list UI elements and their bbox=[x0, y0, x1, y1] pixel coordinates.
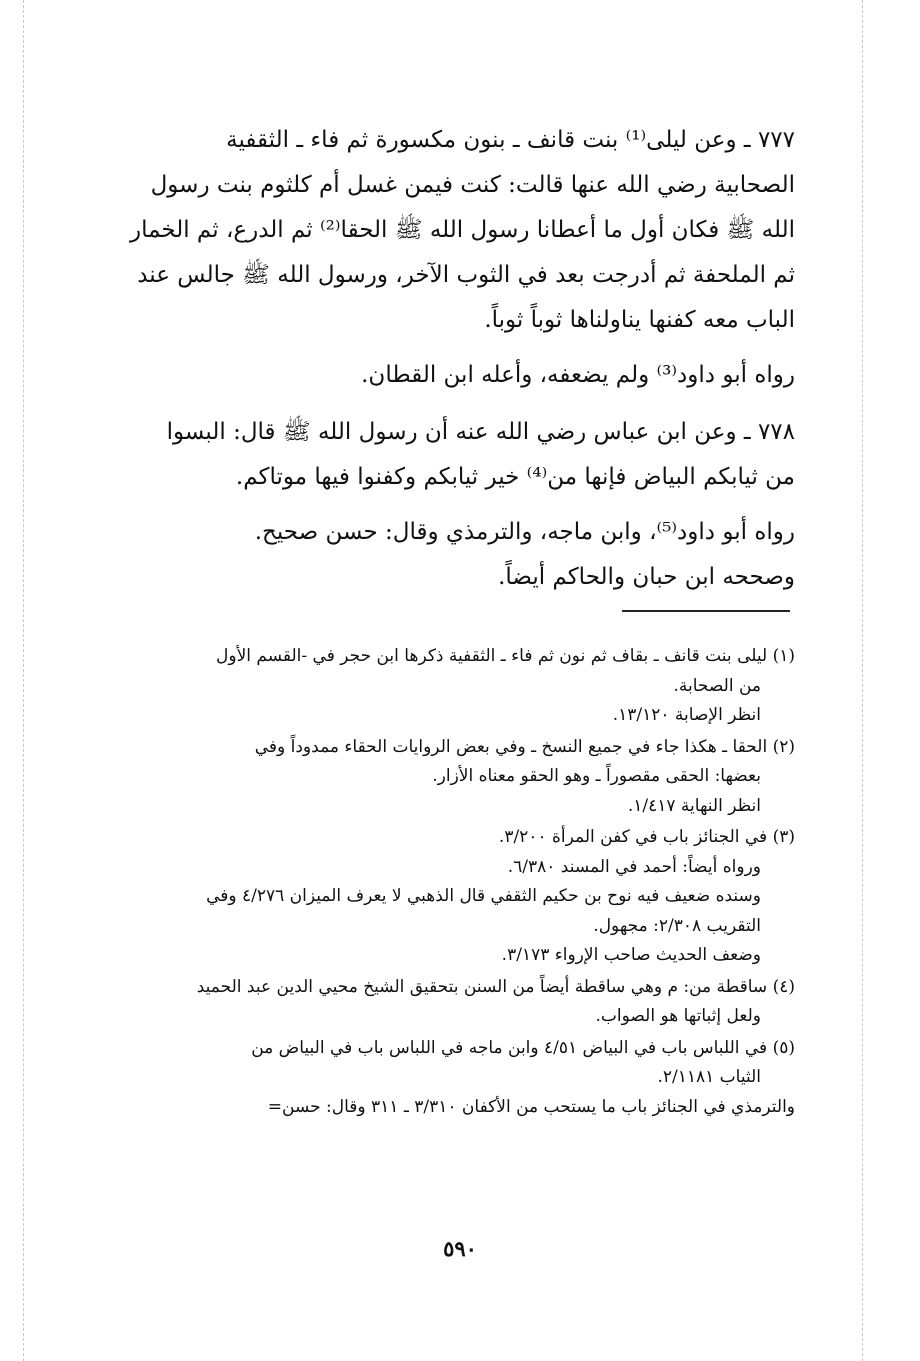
left-margin-line bbox=[23, 0, 24, 1361]
footnote-line: انظر النهاية ١/٤١٧. bbox=[627, 795, 761, 816]
footnote-line: التقريب ٢/٣٠٨: مجهول. bbox=[593, 915, 761, 936]
main-text bbox=[95, 118, 795, 600]
footnote-3 bbox=[105, 823, 795, 971]
footnote-line: من الصحابة. bbox=[673, 675, 761, 696]
hadith-778-line-2: من ثيابكم البياض فإنها من⁽⁴⁾ خير ثيابكم وكفنوا فيها موتاكم. bbox=[235, 464, 795, 490]
right-margin-line bbox=[862, 0, 863, 1361]
narration-778-line-1: رواه أبو داود⁽⁵⁾، وابن ماجه، والترمذي وقال: حسن صحيح. bbox=[254, 519, 795, 545]
footnote-line: ورواه أيضاً: أحمد في المسند ٦/٣٨٠. bbox=[507, 856, 761, 877]
footnote-line: (٤) ساقطة من: م وهي ساقطة أيضاً من السنن بتحقيق الشيخ محيي الدين عبد الحميد bbox=[196, 976, 795, 997]
hadith-777-line-4: ثم الملحفة ثم أدرجت بعد في الثوب الآخر، ورسول الله ﷺ جالس عند bbox=[137, 262, 795, 288]
hadith-778-line-1: ٧٧٨ ـ وعن ابن عباس رضي الله عنه أن رسول الله ﷺ قال: البسوا bbox=[166, 419, 795, 445]
footnote-line: بعضها: الحقى مقصوراً ـ وهو الحقو معناه الأزار. bbox=[432, 766, 761, 786]
footnote-line: (٥) في اللباس باب في البياض ٤/٥١ وابن ماجه في اللباس باب في البياض من bbox=[251, 1037, 795, 1058]
footnote-line: ولعل إثباتها هو الصواب. bbox=[595, 1006, 761, 1026]
footnote-1 bbox=[105, 642, 795, 731]
footnote-line: (١) ليلى بنت قانف ـ بقاف ثم نون ثم فاء ـ الثقفية ذكرها ابن حجر في -القسم الأول bbox=[216, 646, 795, 666]
hadith-777 bbox=[95, 118, 795, 343]
hadith-777-line-3: الله ﷺ فكان أول ما أعطانا رسول الله ﷺ الحقا⁽²⁾ ثم الدرع، ثم الخمار bbox=[129, 217, 795, 243]
narration-777: رواه أبو داود⁽³⁾ ولم يضعفه، وأعله ابن القطان. bbox=[361, 362, 795, 388]
footnote-5 bbox=[105, 1034, 795, 1123]
footnote-line: وسنده ضعيف فيه نوح بن حكيم الثقفي قال الذهبي لا يعرف الميزان ٤/٢٧٦ وفي bbox=[206, 886, 761, 906]
footnote-line: والترمذي في الجنائز باب ما يستحب من الأكفان ٣/٣١٠ ـ ٣١١ وقال: حسن= bbox=[267, 1096, 795, 1117]
footnotes bbox=[105, 642, 795, 1124]
footnote-line: الثياب ٢/١١٨١. bbox=[657, 1067, 761, 1087]
hadith-777-line-2: الصحابية رضي الله عنها قالت: كنت فيمن غسل أم كلثوم بنت رسول bbox=[150, 172, 795, 198]
footnote-line: (٣) في الجنائز باب في كفن المرأة ٣/٢٠٠. bbox=[498, 827, 795, 847]
hadith-777-line-5: الباب معه كفنها يناولناها ثوباً ثوباً. bbox=[484, 307, 795, 333]
footnote-2 bbox=[105, 733, 795, 822]
narration-778-line-2: وصححه ابن حبان والحاكم أيضاً. bbox=[498, 564, 795, 590]
narration-778 bbox=[95, 510, 795, 600]
hadith-777-line-1: ٧٧٧ ـ وعن ليلى⁽¹⁾ بنت قانف ـ بنون مكسورة ثم فاء ـ الثقفية bbox=[226, 127, 795, 153]
footnote-line: (٢) الحقا ـ هكذا جاء في جميع النسخ ـ وفي بعض الروايات الحقاء ممدوداً وفي bbox=[254, 736, 795, 757]
footnote-line: انظر الإصابة ١٣/١٢٠. bbox=[612, 705, 761, 725]
footnote-4 bbox=[105, 973, 795, 1032]
hadith-778 bbox=[95, 410, 795, 500]
footnote-line: وضعف الحديث صاحب الإرواء ٣/١٧٣. bbox=[501, 945, 761, 965]
page-number: ٥٩٠ bbox=[443, 1236, 477, 1261]
footnote-separator bbox=[622, 610, 790, 612]
